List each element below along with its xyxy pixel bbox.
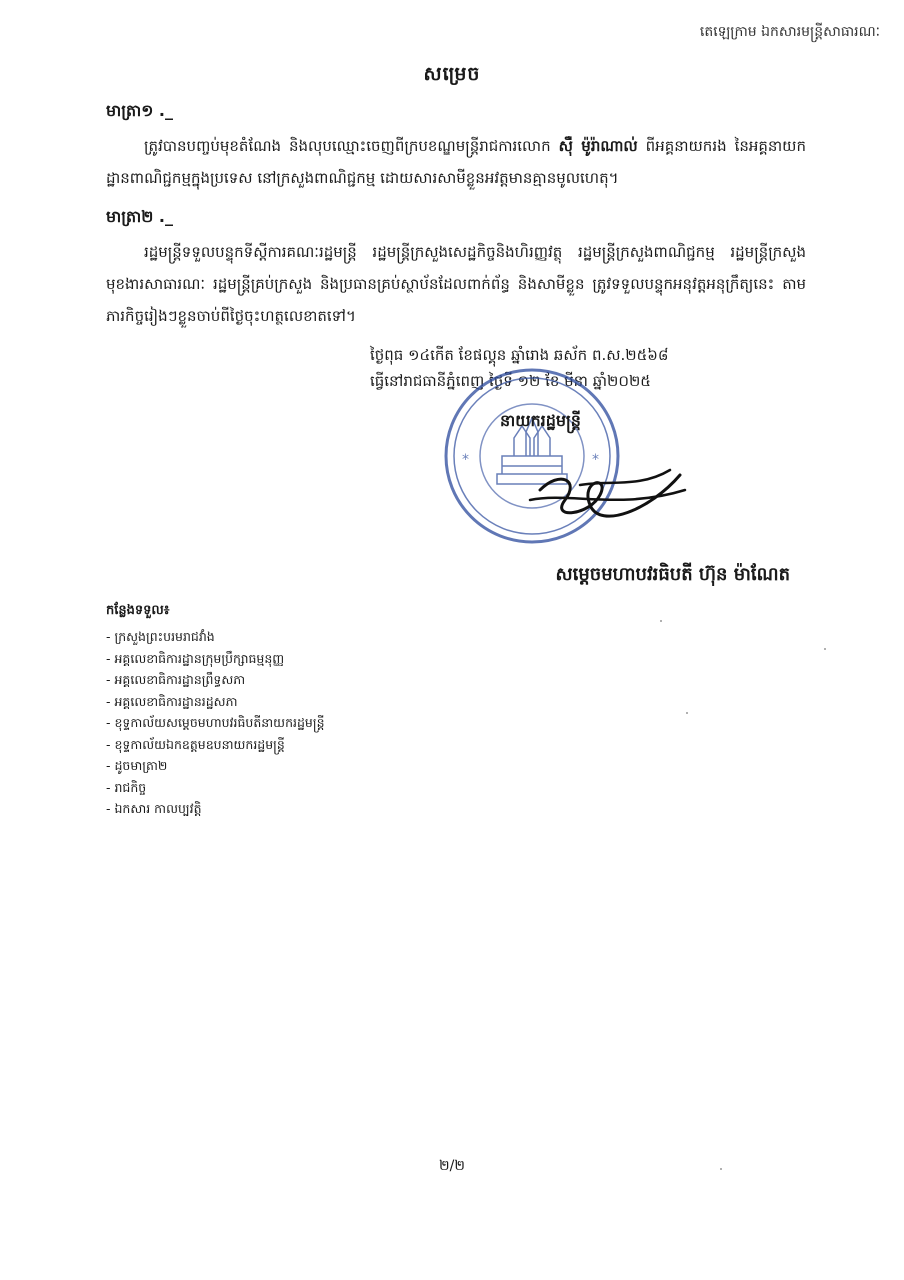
recipients-heading: កន្លែងទទួល៖ [106, 603, 170, 618]
list-item: - រាជកិច្ច [106, 779, 147, 795]
solar-date: ធ្វើនៅរាជធានីភ្នំពេញ ថ្ងៃទី ១២ ខែ មីនា ឆ្នាំ២០២៥ [370, 372, 651, 390]
official-name: ស៊ឺ ម៉ូរ៉ាណាល់ [558, 137, 638, 155]
article-2-text [106, 236, 806, 332]
svg-text:*: * [462, 452, 469, 468]
signer-role: នាយករដ្ឋមន្ត្រី [500, 411, 581, 430]
article-1-text [106, 130, 806, 194]
recipients-list [106, 626, 325, 820]
list-item: - អគ្គលេខាធិការដ្ឋានក្រុមប្រឹក្សាធម្មនុញ្ញ [106, 650, 285, 666]
signer-name: សម្តេចមហាបវរធិបតី ហ៊ុន ម៉ាណែត [555, 564, 790, 585]
article-2-heading: មាត្រា២ ._ [106, 207, 173, 226]
lunar-date: ថ្ងៃពុធ ១៤កើត ខែផល្គុន ឆ្នាំរោង ឆស័ក ព.ស.២៥៦៨ [370, 346, 669, 364]
list-item: - ក្រសួងព្រះបរមរាជវាំង [106, 629, 215, 644]
scan-speck [660, 620, 662, 622]
article-1-heading: មាត្រា១ ._ [106, 101, 173, 120]
list-item: - ដូចមាត្រា២ [106, 758, 168, 773]
svg-text:*: * [592, 452, 599, 468]
article-2-body: រដ្ឋមន្ត្រីទទួលបន្ទុកទីស្តីការគណៈរដ្ឋមន្ត្រី រដ្ឋមន្ត្រីក្រសួងសេដ្ឋកិច្ចនិងហិរញ្ញវត្ថុ រដ្ឋមន្ត្រីក្រសួងពាណិជ្ជកម្ម រដ្ឋមន្ត្រីក្រសួងមុខងារសាធារណៈ រដ្ឋមន្ត្រីគ្រប់ក្រសួង និងប្រធានគ្រប់ស្ថាប័នដែលពាក់ព័ន្ធ និងសាមីខ្លួន ត្រូវទទួលបន្ទុកអនុវត្តអនុក្រឹត្យនេះ តាមភារកិច្ចរៀងៗខ្លួនចាប់ពីថ្ងៃចុះហត្ថលេខាតទៅ។ [106, 243, 806, 325]
header-note: តេឡេក្រាម ឯកសារមន្ត្រីសាធារណៈ [699, 24, 880, 40]
list-item: - អគ្គលេខាធិការដ្ឋានព្រឹទ្ធសភា [106, 672, 246, 687]
scan-speck [686, 712, 688, 714]
article-1-text-after: ពីអគ្គនាយករង នៃអគ្គនាយកដ្ឋានពាណិជ្ជកម្មក្នុងប្រទេស នៅក្រសួងពាណិជ្ជកម្ម ដោយសារសាមីខ្លួនអវត្តមានគ្មានមូលហេតុ។ [106, 137, 806, 187]
list-item: - ខុទ្ទកាល័យឯកឧត្តមឧបនាយករដ្ឋមន្ត្រី [106, 736, 285, 752]
signature-icon [520, 440, 690, 540]
page-number: ២/២ [439, 1158, 465, 1174]
decision-title: សម្រេច [423, 63, 481, 85]
scan-speck [824, 648, 826, 650]
list-item: - ឯកសារ កាលប្បវត្តិ [106, 801, 202, 816]
list-item: - អគ្គលេខាធិការដ្ឋានរដ្ឋសភា [106, 693, 238, 709]
list-item: - ខុទ្ទកាល័យសម្តេចមហាបវរធិបតីនាយករដ្ឋមន្ត្រី [106, 715, 325, 730]
article-1-text-before: ត្រូវបានបញ្ចប់មុខតំណែង និងលុបឈ្មោះចេញពីក្របខណ្ឌមន្ត្រីរាជការលោក [144, 137, 559, 155]
